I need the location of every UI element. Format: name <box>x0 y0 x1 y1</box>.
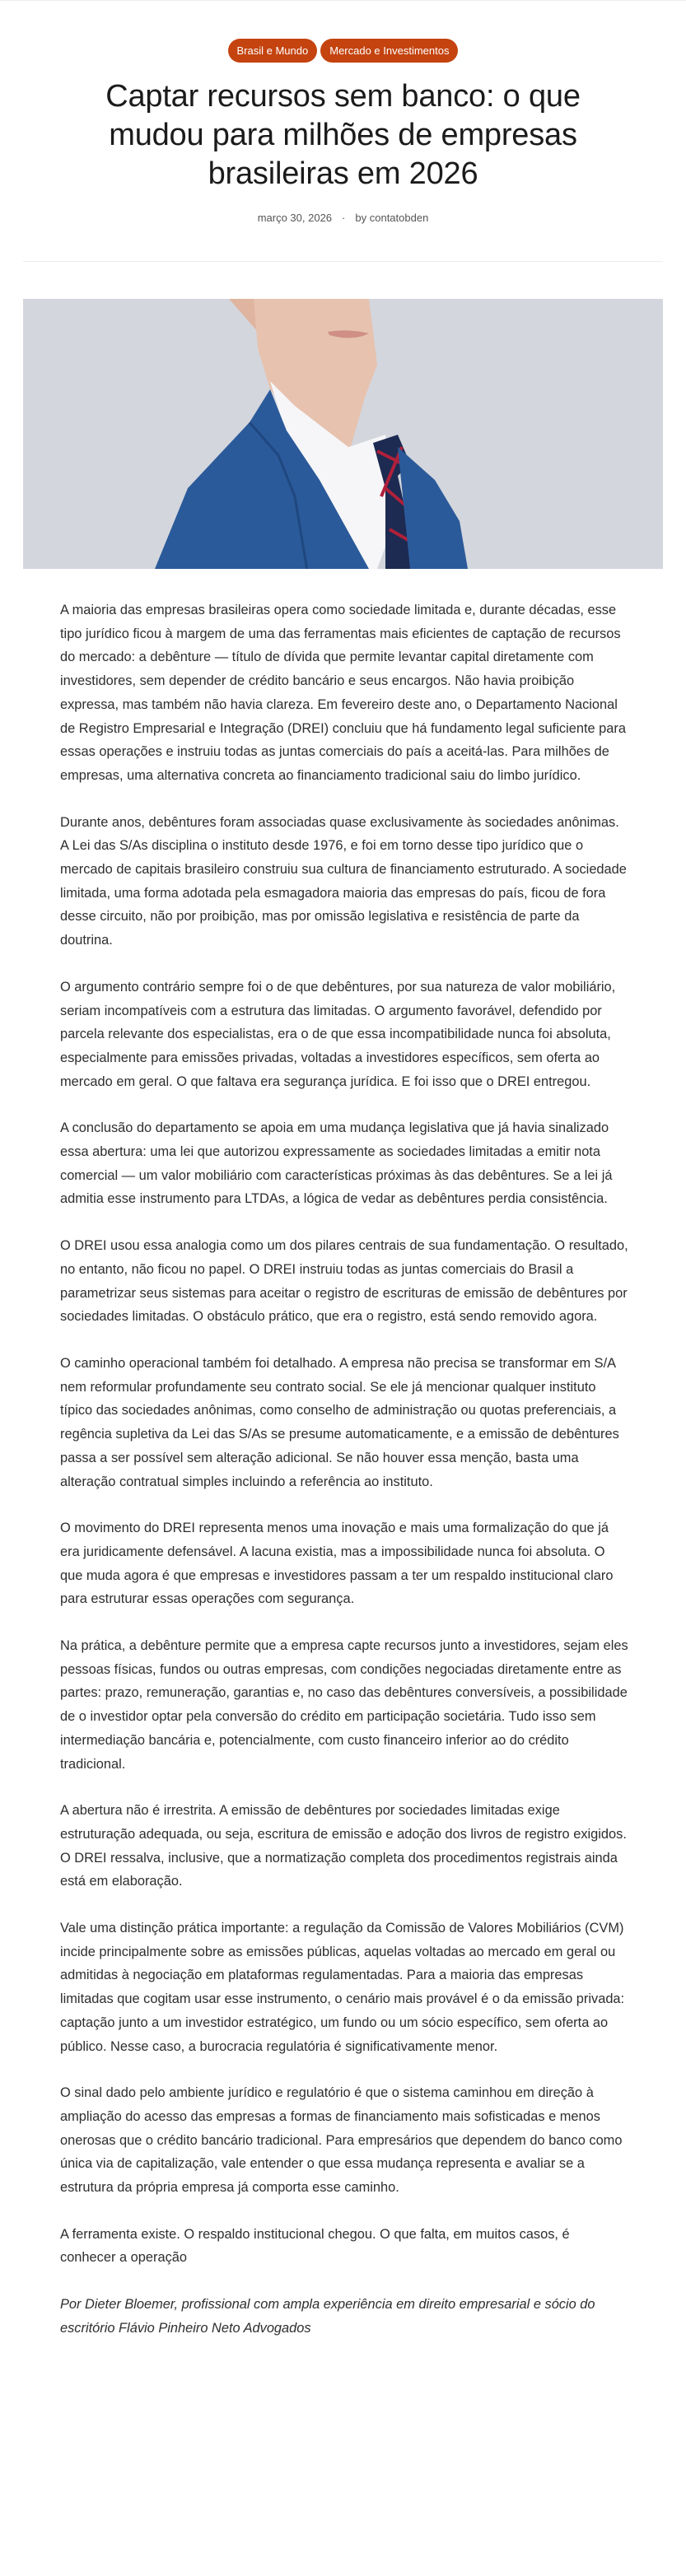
category-tag-mercado-e-investimentos[interactable]: Mercado e Investimentos <box>320 39 458 63</box>
paragraph: A conclusão do departamento se apoia em uma mudança legislativa que já havia sinalizado essa abertura: uma lei que autorizou expressamente as sociedades limitadas a emitir nota comercial — um valor mobiliário com características próximas às das debêntures. Se a lei já admitia esse instrumento para LTDAs, a lógica de vedar as debêntures perdia consistência. <box>60 1120 613 1207</box>
paragraph: A abertura não é irrestrita. A emissão de debêntures por sociedades limitadas exige estruturação adequada, ou seja, escritura de emissão e adoção dos livros de registro exigidos. O DREI ressalva, inclusive, que a normatização completa dos procedimentos registrais ainda está em elaboração. <box>60 1803 627 1889</box>
paragraph: O movimento do DREI representa menos uma inovação e mais uma formalização do que já era juridicamente defensável. A lacuna existia, mas a impossibilidade nunca foi absoluta. O que muda agora é que empresas e investidores passam a ter um respaldo institucional claro para estruturar essas operações com segurança. <box>60 1521 614 1607</box>
article-meta <box>0 212 686 224</box>
publish-date: março 30, 2026 <box>257 212 333 224</box>
paragraph: A maioria das empresas brasileiras opera como sociedade limitada e, durante décadas, esse tipo jurídico ficou à margem de uma das ferramentas mais eficientes de captação de recursos do mercado: a debênture — título de dívida que permite levantar capital diretamente com investidores, sem depender de crédito bancário e seus encargos. Não havia proibição expressa, mas também não havia clareza. Em fevereiro deste ano, o Departamento Nacional de Registro Empresarial e Integração (DREI) concluiu que há fundamento legal suficiente para essas operações e instruiu todas as juntas comerciais do país a aceitá-las. Para milhões de empresas, uma alternativa concreta ao financiamento tradicional saiu do limbo jurídico. <box>60 603 626 783</box>
paragraph: A ferramenta existe. O respaldo institucional chegou. O que falta, em muitos casos, é conhecer a operação <box>60 2226 570 2266</box>
top-border <box>0 0 686 1</box>
author-link[interactable]: by contatobden <box>355 212 429 224</box>
paragraph: Vale uma distinção prática importante: a regulação da Comissão de Valores Mobiliários (CVM) incide principalmente sobre as emissões públicas, aquelas voltadas ao mercado em geral ou admitidas à negociação em plataformas regulamentadas. Para a maioria das empresas limitadas que cogitam usar esse instrumento, o cenário mais provável é o da emissão privada: captação junto a um investidor estratégico, um fundo ou um sócio específico, sem oferta ao público. Nesse caso, a burocracia regulatória é significativamente menor. <box>60 1921 625 2054</box>
author-note: Por Dieter Bloemer, profissional com ampla experiência em direito empresarial e sócio do escritório Flávio Pinheiro Neto Advogados <box>60 2297 595 2336</box>
paragraph: O DREI usou essa analogia como um dos pilares centrais de sua fundamentação. O resultado, no entanto, não ficou no papel. O DREI instruiu todas as juntas comerciais do Brasil a parametrizar seus sistemas para aceitar o registro de escrituras de emissão de debêntures por sociedades limitadas. O obstáculo prático, que era o registro, está sendo removido agora. <box>60 1238 628 1325</box>
header-divider <box>23 261 663 262</box>
category-tags <box>0 39 686 63</box>
article-title: Captar recursos sem banco: o que mudou para milhões de empresas brasileiras em 2026 <box>105 79 581 191</box>
paragraph: Durante anos, debêntures foram associadas quase exclusivamente às sociedades anônimas. A Lei das S/As disciplina o instituto desde 1976, e foi em torno desse tipo jurídico que o mercado de capitais brasileiro construiu sua cultura de financiamento estruturado. A sociedade limitada, uma forma adotada pela esmagadora maioria das empresas do país, ficou de fora desse circuito, não por proibição, mas por omissão legislativa e resistência de parte da doutrina. <box>60 814 627 948</box>
paragraph: O caminho operacional também foi detalhado. A empresa não precisa se transformar em S/A nem reformular profundamente seu contrato social. Se ele já mencionar qualquer instituto típico das sociedades anônimas, como conselho de administração ou quotas preferenciais, a regência supletiva da Lei das S/As se presume automaticamente, e a emissão de debêntures passa a ser possível sem alteração adicional. Se não houver essa menção, basta uma alteração contratual simples incluindo a referência ao instituto. <box>60 1355 619 1489</box>
article-header <box>0 39 686 224</box>
businessman-photo-icon <box>23 299 663 569</box>
paragraph: Na prática, a debênture permite que a empresa capte recursos junto a investidores, sejam eles pessoas físicas, fundos ou outras empresas, com condições negociadas diretamente entre as partes: prazo, remuneração, garantias e, no caso das debêntures conversíveis, a possibilidade de o investidor optar pela conversão do crédito em participação societária. Tudo isso sem intermediação bancária e, potencialmente, com custo financeiro inferior ao do crédito tradicional. <box>60 1638 628 1772</box>
featured-image <box>23 299 663 569</box>
article-body <box>60 599 628 2341</box>
category-tag-brasil-e-mundo[interactable]: Brasil e Mundo <box>228 39 318 63</box>
meta-separator: · <box>342 212 346 224</box>
paragraph: O sinal dado pelo ambiente jurídico e regulatório é que o sistema caminhou em direção à ampliação do acesso das empresas a formas de financiamento mais sofisticadas e menos onerosas que o crédito bancário tradicional. Para empresários que dependem do banco como única via de capitalização, vale entender o que essa mudança representa e avaliar se a estrutura da própria empresa já comporta esse caminho. <box>60 2085 623 2196</box>
paragraph: O argumento contrário sempre foi o de que debêntures, por sua natureza de valor mobiliário, seriam incompatíveis com a estrutura das limitadas. O argumento favorável, defendido por parcela relevante dos especialistas, era o de que essa incompatibilidade nunca foi absoluta, especialmente para emissões privadas, voltadas a investidores específicos, sem oferta ao mercado em geral. O que faltava era segurança jurídica. E foi isso que o DREI entregou. <box>60 979 616 1089</box>
